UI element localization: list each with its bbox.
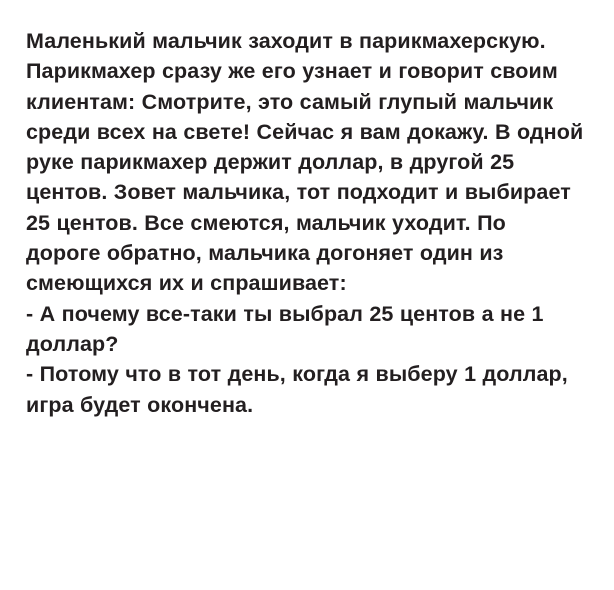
story-text bbox=[26, 26, 584, 420]
story-paragraph-2: - А почему все-таки ты выбрал 25 центов а не 1 доллар? bbox=[26, 301, 544, 356]
story-paragraph-1: Маленький мальчик заходит в парикмахерскую. Парикмахер сразу же его узнает и говорит своим клиентам: Смотрите, это самый глупый мальчик среди всех на свете! Сейчас я вам докажу. В одной руке парикмахер держит доллар, в другой 25 центов. Зовет мальчика, тот подходит и выбирает 25 центов. Все смеются, мальчик уходит. По дороге обратно, мальчика догоняет один из смеющихся их и спрашивает: bbox=[26, 29, 584, 296]
story-paragraph-3: - Потому что в тот день, когда я выберу 1 доллар, игра будет окончена. bbox=[26, 362, 568, 417]
